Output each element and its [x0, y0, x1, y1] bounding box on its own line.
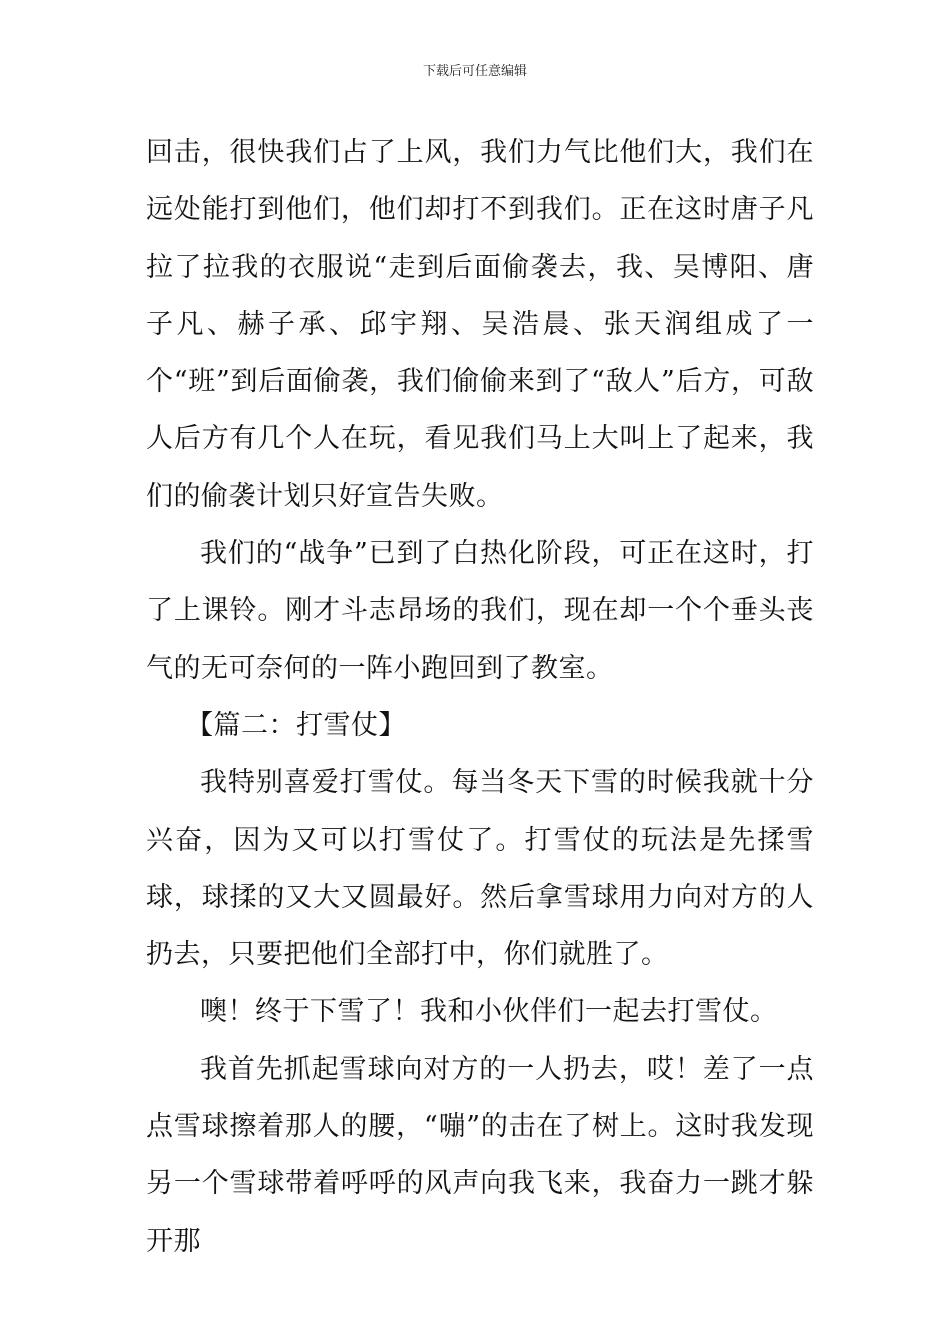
- paragraph: 噢！终于下雪了！我和小伙伴们一起去打雪仗。: [200, 996, 778, 1028]
- paragraph: 我们的“战争”已到了白热化阶段，可正在这时，打了上课铃。刚才斗志昂场的我们，现在却一个个垂头丧气的无可奈何的一阵小跑回到了教室。: [146, 538, 814, 684]
- section-heading: 【篇二：打雪仗】: [186, 709, 406, 741]
- paragraph-continued: 回击，很快我们占了上风，我们力气比他们大，我们在远处能打到他们，他们却打不到我们。正在这时唐子凡拉了拉我的衣服说“走到后面偷袭去，我、吴博阳、唐子凡、赫子承、邱宇翔、吴浩晨、张天润组成了一个“班”到后面偷袭，我们偷偷来到了“敌人”后方，可敌人后方有几个人在玩，看见我们马上大叫上了起来，我们的偷袭计划只好宣告失败。: [146, 137, 814, 512]
- page-header: 下载后可任意编辑: [422, 64, 527, 79]
- paragraph: 我首先抓起雪球向对方的一人扔去，哎！差了一点点雪球擦着那人的腰，“嘣”的击在了树上。这时我发现另一个雪球带着呼呼的风声向我飞来，我奋力一跳才躲开那: [146, 1053, 814, 1257]
- paragraph: 我特别喜爱打雪仗。每当冬天下雪的时候我就十分兴奋，因为又可以打雪仗了。打雪仗的玩法是先揉雪球，球揉的又大又圆最好。然后拿雪球用力向对方的人扔去，只要把他们全部打中，你们就胜了。: [146, 767, 814, 971]
- document-body: [146, 124, 814, 1270]
